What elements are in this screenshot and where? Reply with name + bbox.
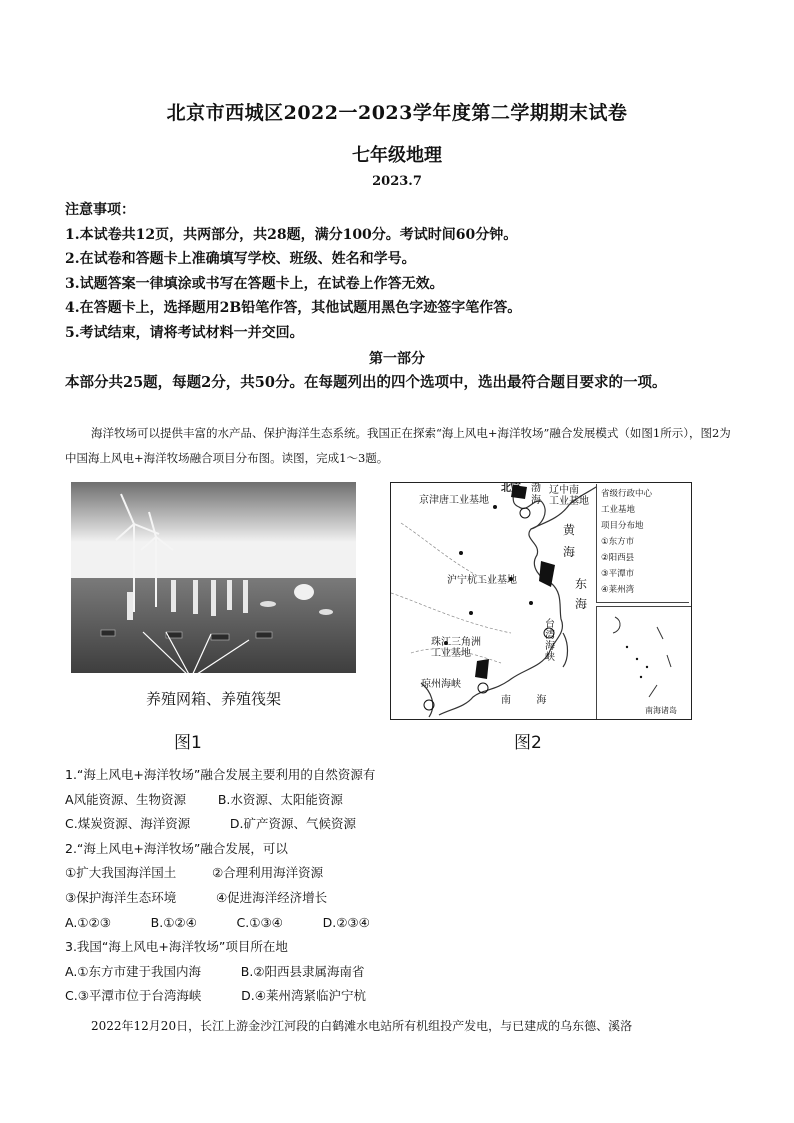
map-label-liaozhongnan: 辽中南 [549,485,579,496]
map-label-zhujiang-2: 工业基地 [431,648,471,659]
question-line: A风能资源、生物资源 B.水资源、太阳能资源 [65,791,343,807]
intro-paragraph: 海洋牧场可以提供丰富的水产品、保护海洋生态系统。我国正在探索“海上风电+海洋牧场”融合发展模式（如图1所示），图2为中国海上风电+海洋牧场融合项目分布图。读图，完成1～3题。 [65,426,731,465]
question-line: 3.我国“海上风电+海洋牧场”项目所在地 [65,939,288,955]
figure-2-caption: 图2 [514,733,542,753]
map-label-qiongzhou: 琼州海峡 [421,679,461,690]
map-label-bohai: 渤 [531,483,541,494]
legend-item: ③平潭市 [601,569,635,579]
legend-item: ④莱州湾 [601,585,635,595]
question-line: ①扩大我国海洋国土 ②合理利用海洋资源 [65,865,324,881]
figure-2-map [390,482,692,720]
map-label-liaozhongnan-2: 工业基地 [549,496,589,507]
question-line: ③保护海洋生态环境 ④促进海洋经济增长 [65,889,328,905]
exam-subtitle: 七年级地理 [352,145,442,166]
note-item: 4.在答题卡上，选择题用2B铅笔作答，其他试题用黑色字迹签字笔作答。 [65,300,522,317]
question-line: 1.“海上风电+海洋牧场”融合发展主要利用的自然资源有 [65,767,376,782]
map-label-jingjintang: 京津唐工业基地 [419,495,489,506]
map-legend [596,484,689,603]
note-item: 2.在试卷和答题卡上准确填写学校、班级、姓名和学号。 [65,251,416,268]
figure-1-image [71,482,356,725]
inset-label: 南海诸岛 [645,706,677,715]
part-description: 本部分共25题，每题2分，共50分。在每题列出的四个选项中，选出最符合题目要求的一项。 [65,374,667,391]
note-item: 5.考试结束，请将考试材料一并交回。 [65,324,304,341]
map-label-donghai-2: 海 [575,597,588,611]
figure-1-caption: 图1 [174,733,202,753]
map-label-huanghai: 黄 [563,523,576,537]
map-label-donghai: 东 [575,577,588,591]
question-line: 2.“海上风电+海洋牧场”融合发展，可以 [65,840,288,856]
exam-date: 2023.7 [372,174,422,189]
inset-map [597,607,691,707]
legend-item: ②阳西县 [601,553,635,563]
legend-item: 省级行政中心 [601,489,653,499]
exam-title: 北京市西城区2022一2023学年度第二学期期末试卷 [166,102,628,124]
map-label-taiwan-2: 湾 [545,630,555,641]
question-line: A.①②③ B.①②④ C.①③④ D.②③④ [65,914,370,930]
question-line: C.煤炭资源、海洋资源 D.矿产资源、气候资源 [65,816,357,832]
notes-section [65,198,521,346]
next-passage: 2022年12月20日，长江上游金沙江河段的白鹤滩水电站所有机组投产发电，与已建成的乌东德、溪洛 [91,1019,633,1033]
map-label-nanhai: 南 海 [501,695,547,706]
map-label-beijing: 北京 [501,483,521,494]
note-item: 1.本试卷共12页，共两部分，共28题，满分100分。考试时间60分钟。 [65,226,518,243]
map-label-huanghai-2: 海 [563,545,576,559]
note-item: 3.试题答案一律填涂或书写在答题卡上，在试卷上作答无效。 [65,275,444,292]
map-label-bohai-2: 海 [531,495,541,506]
map-label-taiwan-4: 峡 [545,652,555,663]
figure-1-label: 养殖网箱、养殖筏架 [145,690,281,708]
nanhai-islands-inset [596,606,691,719]
map-label-taiwan-3: 海 [545,641,555,652]
question-line: A.①东方市建于我国内海 B.②阳西县隶属海南省 [65,963,365,979]
notes-heading: 注意事项： [65,202,135,218]
map-label-zhujiang: 珠江三角洲 [431,637,481,648]
questions-section [65,763,375,1009]
map-label-taiwan-1: 台 [545,619,555,630]
legend-item: ①东方市 [601,537,635,547]
part-title: 第一部分 [369,351,425,367]
legend-item: 项目分布地 [601,521,644,531]
map-label-huning: 沪宁杭工业基地 [447,575,517,586]
legend-item: 工业基地 [601,505,636,515]
question-line: C.③平潭市位于台湾海峡 D.④莱州湾紧临沪宁杭 [65,988,366,1004]
